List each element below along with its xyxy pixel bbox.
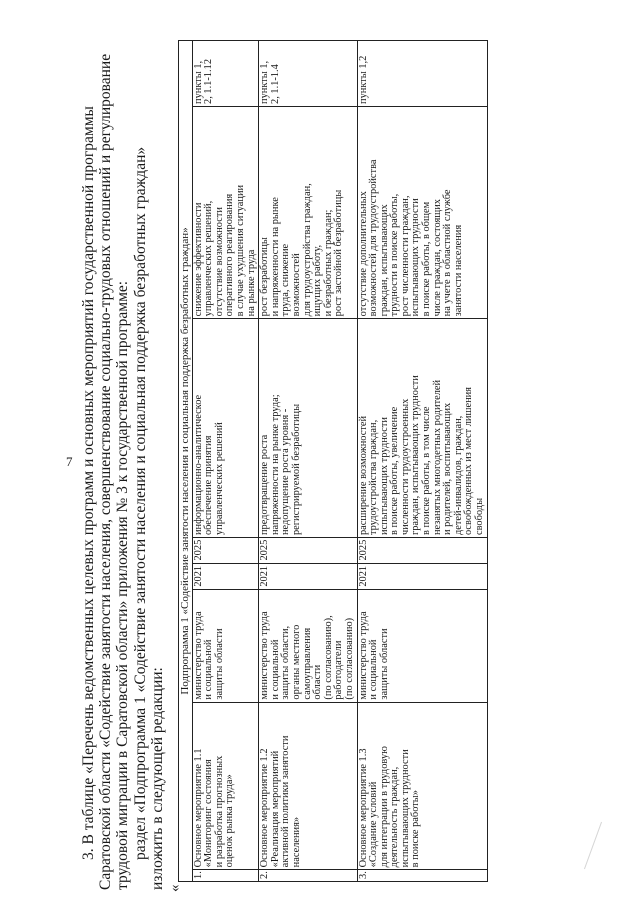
measure-name-line: оценок рынка труда» <box>224 774 236 868</box>
start-year-cell: 2021 <box>357 563 487 590</box>
measure-name-line: испытывающих трудности <box>399 749 411 868</box>
consequences-cell <box>357 106 487 318</box>
executor-line: и социальной <box>269 639 281 700</box>
consequences-line: испытывающих трудности <box>410 198 422 317</box>
executor-cell <box>259 590 357 703</box>
measure-name-line: Основное мероприятие 1.1 <box>192 748 204 868</box>
expected-result-line: незанятых многодетных родителей <box>431 379 443 536</box>
executor-line: защиты области <box>213 628 225 700</box>
page-number: 7 <box>66 454 73 469</box>
rotated-page-content <box>80 30 605 890</box>
table-subheader-row <box>179 41 193 882</box>
consequences-line: в случае ухудшения ситуации <box>234 184 246 317</box>
measure-name-line: «Реализация мероприятий <box>269 750 281 868</box>
consequences-line: труда, снижение <box>280 243 292 317</box>
indicators-line: пункты 1, <box>259 60 271 104</box>
expected-result-line: и родителей, воспитывающих <box>442 402 454 536</box>
expected-result-line: граждан, испытывающих трудности <box>410 375 422 536</box>
consequences-cell <box>192 106 259 318</box>
executor-line: (по согласованию), <box>322 615 334 700</box>
open-quote: « <box>167 884 183 892</box>
consequences-line: отсутствие дополнительных <box>357 191 369 317</box>
measure-name-cell <box>192 702 259 870</box>
measure-name-cell <box>357 702 487 870</box>
end-year-cell: 2025 <box>259 538 357 563</box>
expected-result-line: напряженности на рынке труда; <box>269 394 281 536</box>
expected-result-line: численности трудоустроенных <box>399 398 411 536</box>
expected-result-line: регистрируемой безработицы <box>290 403 302 536</box>
intro-line: 3. В таблице «Перечень ведомственных целевых программ и основных мероприятий государственной программы <box>80 106 97 860</box>
measure-name-line: «Мониторинг состояния <box>203 759 215 868</box>
intro-text <box>80 30 166 890</box>
consequences-line: и напряженности на рынке <box>269 197 281 317</box>
consequences-line: в поиске работы, в общем <box>421 201 433 317</box>
row-number-cell: 1. <box>192 870 259 882</box>
consequences-line: граждан, испытывающих <box>378 204 390 317</box>
expected-result-line: недопущение роста уровня - <box>280 408 292 536</box>
consequences-line: ищущих работу, <box>312 244 324 317</box>
expected-result-cell <box>192 319 259 538</box>
executor-line: органы местного <box>290 624 302 700</box>
row-number-cell: 2. <box>259 870 357 882</box>
intro-paragraph <box>80 30 132 890</box>
indicators-line: пункты 1,2 <box>357 55 369 104</box>
expected-result-line: испытывающих трудности <box>378 417 390 536</box>
executor-line: министерство труда <box>259 611 271 700</box>
expected-result-cell <box>357 319 487 538</box>
expected-result-line: управленческих решений <box>213 422 225 536</box>
measure-name-line: и разработка прогнозных <box>213 755 225 868</box>
measure-name-line: активной политики занятости <box>280 735 292 868</box>
expected-result-line: расширение возможностей <box>357 415 369 536</box>
expected-result-line: в поиске работы, увеличение <box>389 406 401 536</box>
start-year-cell: 2021 <box>192 563 259 590</box>
measure-name-line: населения» <box>290 816 302 868</box>
executor-line: защиты области, <box>280 625 292 700</box>
consequences-cell <box>259 106 357 318</box>
expected-result-cell <box>259 319 357 538</box>
executor-line: министерство труда <box>192 611 204 700</box>
indicators-line: 2, 1.1-1.4 <box>269 64 281 104</box>
indicators-cell <box>192 41 259 107</box>
executor-cell <box>192 590 259 703</box>
consequences-line: рост застойной безработицы <box>333 189 345 317</box>
consequences-line: отсутствие возможности <box>213 207 225 317</box>
measure-name-line: Основное мероприятие 1.3 <box>357 748 369 868</box>
indicators-line: 2, 1.1-1.12 <box>203 58 215 104</box>
consequences-line: рост численности граждан, <box>399 195 411 317</box>
consequences-line: на учете в областной службе <box>442 189 454 317</box>
consequences-line: для трудоустройства граждан, <box>301 183 313 317</box>
executor-line: самоуправления <box>301 627 313 700</box>
expected-result-line: в поиске работы, в том числе <box>421 406 433 536</box>
consequences-line: рост безработицы <box>259 237 271 317</box>
indicators-cell <box>259 41 357 107</box>
consequences-line: занятости населения <box>452 224 464 317</box>
expected-result-line: свободы <box>474 497 486 536</box>
intro-line: Саратовской области «Содействие занятости населения, совершенствование социально-трудовых отношений и регулирование <box>97 53 115 890</box>
measure-name-line: для интеграции в трудовую <box>378 746 390 868</box>
consequences-line: и безработных граждан; <box>322 209 334 317</box>
consequences-line: возможностей <box>290 253 302 317</box>
consequences-line: оперативного реагирования <box>224 193 236 317</box>
edition-line: изложить в следующей редакции: <box>148 667 166 890</box>
measure-name-line: деятельность граждан, <box>389 766 401 868</box>
expected-result-line: информационно-аналитическое <box>192 394 204 536</box>
consequences-line: числе граждан, состоящих <box>431 199 443 317</box>
executor-cell <box>357 590 487 703</box>
table-row <box>259 41 357 882</box>
executor-line: области <box>312 664 324 700</box>
executor-line: защиты области <box>378 628 390 700</box>
consequences-line: снижение эффективности <box>192 202 204 317</box>
table-row <box>192 41 259 882</box>
consequences-line: управленческих решений, <box>203 200 215 317</box>
section-line: раздел «Подпрограмма 1 «Содействие занятости населения и социальная поддержка безработных граждан» <box>131 146 149 860</box>
program-table <box>178 40 488 882</box>
end-year-cell: 2025 <box>192 538 259 563</box>
indicators-cell <box>357 41 487 107</box>
expected-result-line: трудоустройства граждан, <box>368 419 380 536</box>
expected-result-line: детей-инвалидов, граждан, <box>452 415 464 536</box>
executor-line: работодатели <box>333 640 345 700</box>
measure-name-line: Основное мероприятие 1.2 <box>259 748 271 868</box>
end-year-cell: 2025 <box>357 538 487 563</box>
expected-result-line: освобожденных из мест лишения <box>463 387 475 536</box>
indicators-line: пункты 1, <box>192 60 204 104</box>
row-number-cell: 3. <box>357 870 487 882</box>
table-subheader: Подпрограмма 1 «Содействие занятости населения и социальная поддержка безработных граждан» <box>179 41 193 882</box>
measure-name-line: «Создание условий <box>368 781 380 868</box>
consequences-line: трудности в поиске работы, <box>389 193 401 317</box>
consequences-line: на рынке труда <box>245 249 257 317</box>
table-row <box>357 41 487 882</box>
executor-line: министерство труда <box>357 611 369 700</box>
executor-line: и социальной <box>368 639 380 700</box>
intro-line: трудовой миграции в Саратовской области» приложения № 3 к государственной программе: <box>114 280 132 890</box>
expected-result-line: обеспечение принятия <box>203 435 215 536</box>
executor-line: и социальной <box>203 639 215 700</box>
measure-name-cell <box>259 702 357 870</box>
expected-result-line: предотвращение роста <box>259 434 271 536</box>
executor-line: (по согласованию) <box>343 617 355 700</box>
start-year-cell: 2021 <box>259 563 357 590</box>
consequences-line: возможностей для трудоустройства <box>368 159 380 317</box>
measure-name-line: в поиске работы» <box>410 790 422 868</box>
